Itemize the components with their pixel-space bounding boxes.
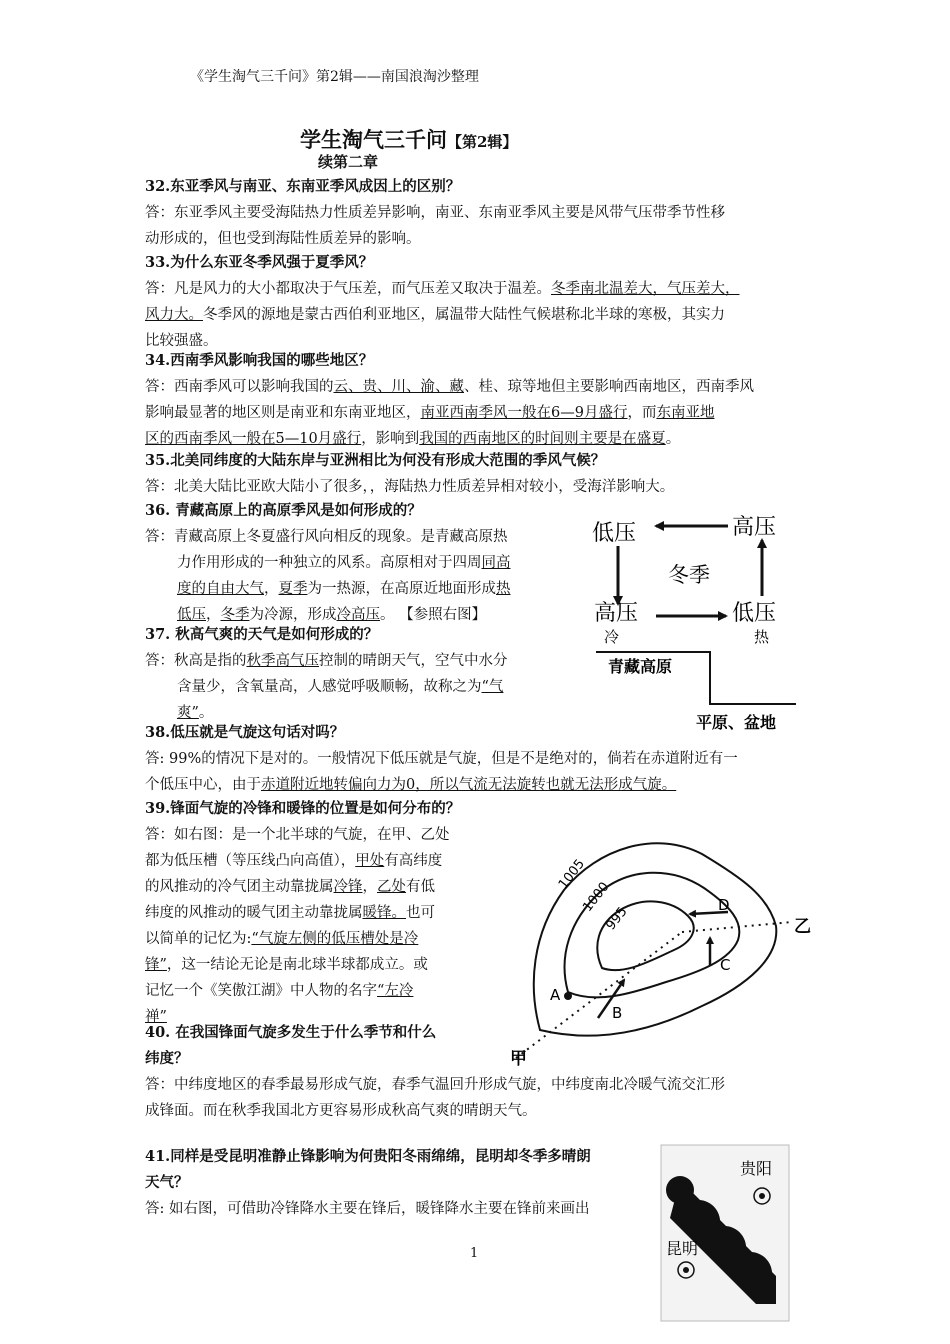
answer-line [145, 874, 460, 900]
page-title [300, 124, 517, 154]
answer-text: 。 [198, 705, 214, 721]
answer-line: 答：东亚季风主要受海陆热力性质差异影响，南亚、东南亚季风主要是风带气压带季节性移 [145, 205, 725, 221]
answer-text: 个低压中心，由于 [145, 777, 261, 793]
question-34 [145, 348, 754, 452]
answer-line: 成锋面。而在秋季我国北方更容易形成秋高气爽的晴朗天气。 [145, 1103, 537, 1119]
question-39 [145, 796, 460, 1030]
answer-text: 有低 [406, 879, 435, 895]
question-33 [145, 250, 740, 354]
point-label-c: C [720, 956, 731, 974]
answer-text: 答：西南季风可以影响我国的 [145, 379, 334, 395]
answer-text: ，影响到 [361, 431, 420, 447]
location-label-jia: 甲 [510, 1049, 527, 1069]
isobar-label-995: 995 [603, 904, 631, 934]
answer-text: 。 [665, 431, 681, 447]
label-hot: 热 [754, 628, 770, 646]
answer-line [145, 276, 740, 302]
underlined-text: 爽” [177, 705, 199, 721]
underlined-text: “气旋左侧的低压槽处是冷 [251, 931, 419, 947]
point-label-a: A [550, 986, 561, 1004]
answer-text: 、桂、琼等地但主要影响西南地区，西南季风 [464, 379, 754, 395]
answer-text: 以简单的记忆为: [145, 931, 252, 947]
underlined-text: “气 [481, 679, 504, 695]
answer-text: 影响最显著的地区则是南亚和东南亚地区， [145, 405, 421, 421]
answer-text: 为一热源，在高原近地面形成 [307, 581, 496, 597]
front-lobe-upper [666, 1176, 694, 1204]
label-high-pressure-top: 高压 [732, 515, 777, 540]
title-suffix: 【第2辑】 [447, 133, 518, 151]
answer-line [145, 648, 508, 674]
answer-text: ， [264, 581, 279, 597]
answer-text: 。 【参照右图】 [380, 607, 487, 623]
answer-line: 答: 如右图，可借助冷锋降水主要在锋后，暖锋降水主要在锋前来画出 [145, 1201, 590, 1217]
question-text: 35.北美同纬度的大陆东岸与亚洲相比为何没有形成大范围的季风气候？ [145, 452, 606, 469]
answer-text: ， [206, 607, 221, 623]
chapter-subtitle: 续第二章 [318, 153, 379, 171]
answer-text: ， [362, 879, 377, 895]
answer-line [145, 674, 508, 700]
underlined-text: 区的西南季风一般在5—10月盛行 [145, 431, 362, 447]
question-text: 天气？ [145, 1174, 189, 1191]
point-label-b: B [612, 1004, 623, 1022]
underlined-text: 我国的西南地区的时间则主要是在盛夏 [419, 431, 666, 447]
question-text: 37. 秋高气爽的天气是如何形成的？ [145, 626, 379, 643]
answer-text: 力作用形成的一种独立的风系。高原相对于四周 [177, 555, 482, 571]
answer-line: 答：青藏高原上冬夏盛行风向相反的现象。是青藏高原热 [145, 529, 508, 545]
answer-text: 记忆一个《笑傲江湖》中人物的名字 [145, 983, 377, 999]
underlined-text: 同高 [481, 555, 511, 571]
question-37 [145, 622, 508, 726]
answer-line: 比较强盛。 [145, 333, 218, 349]
kunming-front-figure [660, 1144, 790, 1322]
answer-line [145, 900, 460, 926]
underlined-text: 东南亚地 [656, 405, 715, 421]
question-41 [145, 1144, 591, 1222]
underlined-text: 锋” [145, 957, 167, 973]
city-label-kunming: 昆明 [666, 1239, 699, 1258]
point-a-marker [564, 992, 572, 1000]
underlined-text: 热 [496, 581, 511, 597]
underlined-text: 夏季 [278, 581, 308, 597]
answer-text: 控制的晴朗天气，空气中水分 [319, 653, 508, 669]
label-plain-basin: 平原、盆地 [696, 713, 777, 732]
underlined-text: 暖锋。 [362, 905, 406, 921]
answer-line [145, 848, 460, 874]
question-text: 38.低压就是气旋这句话对吗？ [145, 724, 345, 741]
underlined-text: “左冷 [377, 983, 414, 999]
answer-text: 答：秋高是指的 [145, 653, 247, 669]
answer-line: 答：如右图：是一个北半球的气旋，在甲、乙处 [145, 827, 450, 843]
answer-line [145, 302, 740, 328]
question-36 [145, 498, 511, 628]
answer-line [145, 400, 754, 426]
answer-text: 冬季风的源地是蒙古西伯利亚地区，属温带大陆性气候堪称北半球的寒极，其实力 [203, 307, 725, 323]
answer-line [145, 952, 460, 978]
underlined-text: 冷锋 [333, 879, 363, 895]
answer-line: 答：中纬度地区的春季最易形成气旋，春季气温回升形成气旋，中纬度南北冷暖气流交汇形 [145, 1077, 725, 1093]
isobar-label-1000: 1000 [580, 879, 613, 915]
label-cold: 冷 [604, 628, 620, 646]
underlined-text: 风力大。 [145, 307, 203, 323]
answer-line: 动形成的，但也受到海陆性质差异的影响。 [145, 231, 421, 247]
underlined-text: 乙处 [377, 879, 406, 895]
underlined-text: 禅” [145, 1009, 167, 1025]
answer-line [145, 772, 738, 798]
question-35 [145, 448, 674, 500]
label-high-pressure-bottom: 高压 [594, 601, 639, 626]
answer-line [145, 576, 511, 602]
answer-line: 答：北美大陆比亚欧大陆小了很多，，海陆热力性质差异相对较小，受海洋影响大。 [145, 479, 675, 495]
underlined-text: 赤道附近地转偏向力为0，所以气流无法旋转也就无法形成气旋。 [261, 777, 677, 793]
question-text: 32.东亚季风与南亚、东南亚季风成因上的区别？ [145, 178, 461, 195]
underlined-text: 甲处 [355, 853, 385, 869]
answer-text: 纬度的风推动的暖气团主动靠拢属 [145, 905, 363, 921]
underlined-text: 南亚西南季风一般在6—9月盛行 [420, 405, 628, 421]
question-text: 40. 在我国锋面气旋多发生于什么季节和什么 [145, 1024, 437, 1041]
question-text: 纬度？ [145, 1050, 189, 1067]
answer-text: 的风推动的冷气团主动靠拢属 [145, 879, 334, 895]
question-text: 39.锋面气旋的冷锋和暖锋的位置是如何分布的？ [145, 800, 461, 817]
answer-line [145, 926, 460, 952]
kunming-symbol-dot-icon [683, 1267, 689, 1273]
title-main: 学生淘气三千问 [300, 127, 447, 152]
location-label-yi: 乙 [794, 917, 811, 937]
guiyang-symbol-dot-icon [759, 1193, 765, 1199]
page-number: 1 [470, 1246, 479, 1261]
running-header: 《学生淘气三千问》第2辑——南国浪淘沙整理 [190, 69, 479, 85]
plateau-monsoon-figure [586, 508, 808, 734]
answer-line [145, 374, 754, 400]
answer-line: 答: 99%的情况下是对的。一般情况下低压就是气旋，但是不是绝对的，倘若在赤道附近有一 [145, 751, 738, 767]
question-text: 36. 青藏高原上的高原季风是如何形成的？ [145, 502, 422, 519]
answer-text: 也可 [406, 905, 435, 921]
city-label-guiyang: 贵阳 [740, 1159, 773, 1178]
answer-text: 含量少，含氧量高，人感觉呼吸顺畅，故称之为 [177, 679, 482, 695]
answer-text: 为冷源，形成 [249, 607, 337, 623]
point-label-d: D [718, 896, 730, 914]
trough-line-jia [516, 932, 682, 1058]
answer-line [145, 550, 511, 576]
question-32 [145, 174, 725, 252]
answer-text: ，而 [627, 405, 657, 421]
label-winter: 冬季 [668, 563, 710, 587]
answer-text: 有高纬度 [384, 853, 443, 869]
isobar-label-1005: 1005 [555, 856, 589, 893]
underlined-text: 冷高压 [336, 607, 380, 623]
frontal-cyclone-figure [506, 826, 824, 1070]
underlined-text: 云、贵、川、渝、藏 [333, 379, 464, 395]
answer-line [145, 978, 460, 1004]
underlined-text: 冬季 [220, 607, 250, 623]
answer-text: ，这一结论无论是南北球半球都成立。或 [166, 957, 428, 973]
underlined-text: 冬季南北温差大，气压差大， [551, 281, 740, 297]
answer-text: 答：凡是风力的大小都取决于气压差，而气压差又取决于温差。 [145, 281, 551, 297]
label-low-pressure-bottom: 低压 [732, 601, 777, 626]
label-plateau: 青藏高原 [608, 657, 673, 676]
underlined-text: 秋季高气压 [246, 653, 319, 669]
answer-text: 都为低压槽（等压线凸向高值）， [145, 853, 356, 869]
underlined-text: 度的自由大气 [177, 581, 264, 597]
question-text: 34.西南季风影响我国的哪些地区？ [145, 352, 374, 369]
underlined-text: 低压 [177, 607, 206, 623]
question-text: 33.为什么东亚冬季风强于夏季风？ [145, 254, 374, 271]
question-text: 41.同样是受昆明准静止锋影响为何贵阳冬雨绵绵，昆明却冬季多晴朗 [145, 1148, 591, 1165]
label-low-pressure-top: 低压 [592, 521, 637, 546]
